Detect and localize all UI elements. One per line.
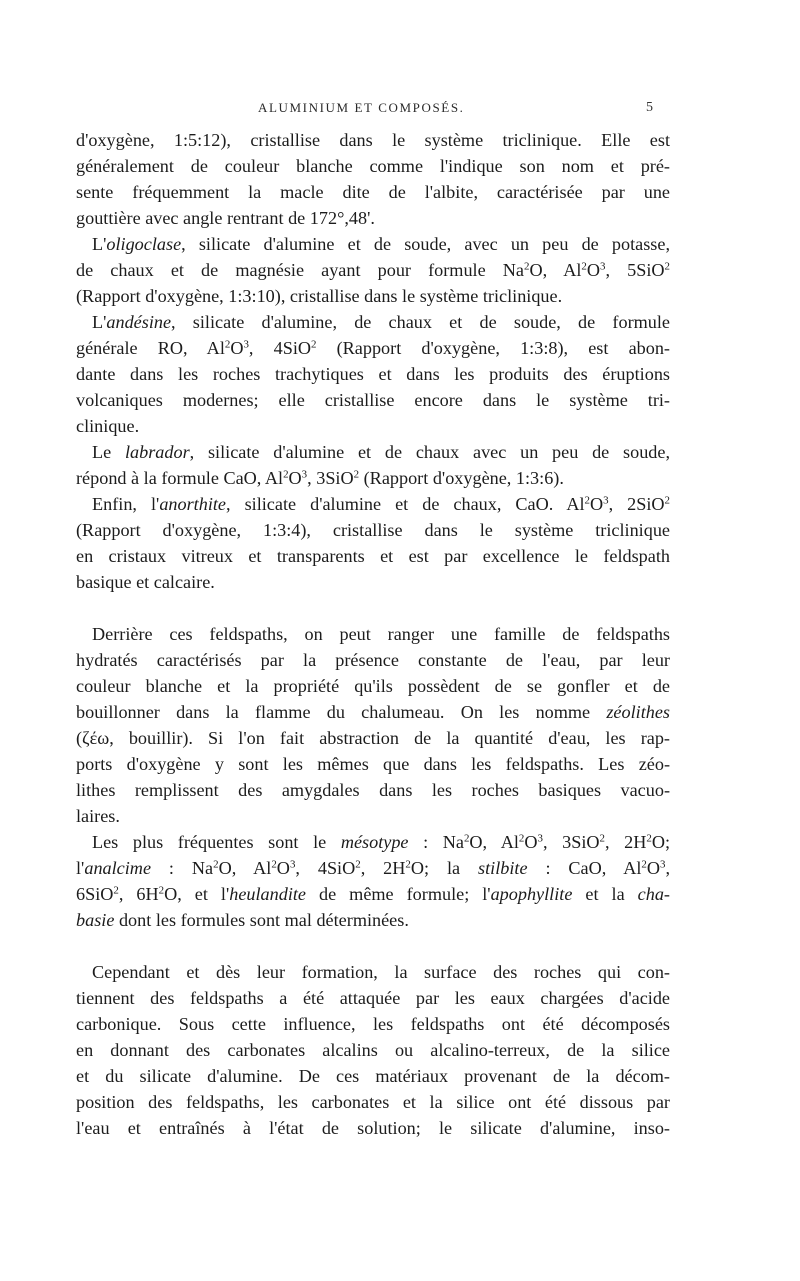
superscript: 2: [599, 832, 605, 845]
text-run: généralement de couleur blanche comme l'indique son nom et pré-: [76, 156, 670, 176]
text-line: [76, 154, 670, 178]
superscript: 3: [537, 832, 543, 845]
text-run: O: [230, 338, 244, 358]
text-run: : Na: [408, 832, 464, 852]
text-run: couleur blanche et la propriété qu'ils possèdent de se gonfler et de: [76, 676, 670, 696]
superscript: 2: [523, 260, 530, 273]
text-run: : Na: [151, 858, 214, 878]
italic-term: zéolithes: [606, 702, 670, 722]
text-line: [76, 804, 670, 828]
text-run: (Rapport d'oxygène, 1:3:6).: [359, 468, 564, 488]
superscript: 2: [355, 858, 361, 871]
superscript: 2: [224, 338, 231, 351]
text-run: générale RO, Al: [76, 338, 225, 358]
italic-term: basie: [76, 910, 115, 930]
text-run: Cependant et dès leur formation, la surface des roches qui con-: [92, 962, 670, 982]
superscript: 3: [603, 494, 609, 507]
text-run: , silicate d'alumine et de chaux avec un peu de soude,: [189, 442, 671, 462]
superscript: 2: [353, 468, 360, 481]
text-run: (Rapport d'oxygène, 1:3:8), est abon-: [316, 338, 670, 358]
text-run: , 2H: [604, 832, 647, 852]
text-line: [76, 284, 670, 308]
superscript: 2: [641, 858, 647, 871]
superscript: 2: [158, 884, 165, 897]
text-line: [92, 232, 670, 256]
text-line: [76, 700, 670, 724]
text-line: [76, 674, 670, 698]
text-run: Enfin, l': [92, 494, 160, 514]
text-line: [76, 466, 670, 490]
superscript: 2: [646, 832, 652, 845]
text-run: sente fréquemment la macle dite de l'albite, caractérisée par une: [76, 182, 670, 202]
text-line: [76, 752, 670, 776]
text-line: [76, 882, 670, 906]
text-run: carbonique. Sous cette influence, les feldspaths ont été décomposés: [76, 1014, 670, 1034]
text-line: [76, 1064, 670, 1088]
text-run: O: [589, 494, 604, 514]
text-run: (Rapport d'oxygène, 1:3:10), cristallise dans le système triclinique.: [76, 286, 563, 306]
text-run: , 4SiO: [248, 338, 312, 358]
text-line: [76, 856, 670, 880]
italic-term: anorthite: [159, 494, 226, 514]
text-run: , silicate d'alumine, de chaux et de soude, de formule: [171, 312, 670, 332]
superscript: 2: [213, 858, 219, 871]
text-run: , 5SiO: [605, 260, 665, 280]
text-run: ,: [665, 858, 670, 878]
text-run: clinique.: [76, 416, 140, 436]
text-run: et du silicate d'alumine. De ces matériaux provenant de la décom-: [76, 1066, 670, 1086]
superscript: 2: [283, 468, 289, 481]
italic-term: apophyllite: [490, 884, 573, 904]
text-line: [92, 440, 670, 464]
italic-term: heulandite: [229, 884, 307, 904]
text-run: (ζέω, bouillir). Si l'on fait abstraction de la quantité d'eau, les rap-: [76, 728, 670, 748]
text-line: [76, 986, 670, 1010]
text-run: O: [646, 858, 660, 878]
page-number: 5: [646, 100, 653, 115]
text-run: L': [92, 312, 107, 332]
text-run: O, Al: [218, 858, 272, 878]
text-run: l'eau et entraînés à l'état de solution; le silicate d'alumine, inso-: [76, 1118, 670, 1138]
text-line: [76, 414, 670, 438]
superscript: 3: [301, 468, 308, 481]
text-line: [76, 518, 670, 542]
text-line: [76, 570, 670, 594]
text-run: et la: [572, 884, 638, 904]
text-run: basique et calcaire.: [76, 572, 215, 592]
text-run: (Rapport d'oxygène, 1:3:4), cristallise dans le système triclinique: [76, 520, 670, 540]
text-run: O: [586, 260, 601, 280]
text-line: [76, 362, 670, 386]
superscript: 2: [271, 858, 277, 871]
running-head: ALUMINIUM ET COMPOSÉS.: [258, 100, 465, 115]
text-line: [76, 180, 670, 204]
italic-term: mésotype: [340, 832, 409, 852]
text-line: [92, 960, 670, 984]
text-line: [76, 388, 670, 412]
italic-term: labrador: [124, 442, 190, 462]
text-run: ports d'oxygène y sont les mêmes que dans les feldspaths. Les zéo-: [76, 754, 670, 774]
text-run: volcaniques modernes; elle cristallise encore dans le système tri-: [76, 390, 670, 410]
text-run: O: [288, 468, 302, 488]
superscript: 3: [243, 338, 249, 351]
text-line: [76, 1116, 670, 1140]
text-line: [92, 492, 670, 516]
superscript: 2: [311, 338, 317, 351]
superscript: 3: [289, 858, 296, 871]
italic-term: andésine: [106, 312, 172, 332]
text-run: , 2SiO: [608, 494, 665, 514]
text-run: O: [524, 832, 538, 852]
text-run: O, et l': [164, 884, 230, 904]
text-line: [76, 336, 670, 360]
text-line: [76, 258, 670, 282]
text-run: , 4SiO: [295, 858, 356, 878]
text-line: [92, 830, 670, 854]
superscript: 2: [584, 494, 590, 507]
text-run: O, Al: [529, 260, 582, 280]
text-run: d'oxygène, 1:5:12), cristallise dans le système triclinique. Elle est: [76, 130, 670, 150]
text-run: de chaux et de magnésie ayant pour formule Na: [76, 260, 524, 280]
text-line: [76, 648, 670, 672]
text-run: l': [76, 858, 85, 878]
text-run: hydratés caractérisés par la présence constante de l'eau, par leur: [76, 650, 670, 670]
superscript: 2: [463, 832, 470, 845]
italic-term: analcime: [84, 858, 152, 878]
text-run: 6SiO: [76, 884, 114, 904]
text-run: en donnant des carbonates alcalins ou alcalino-terreux, de la silice: [76, 1040, 670, 1060]
text-run: répond à la formule CaO, Al: [76, 468, 284, 488]
text-run: : CaO, Al: [527, 858, 642, 878]
text-run: O, Al: [469, 832, 519, 852]
text-line: [76, 206, 670, 230]
text-run: gouttière avec angle rentrant de 172°,48'.: [76, 208, 375, 228]
italic-term: stilbite: [478, 858, 528, 878]
italic-term: oligoclase: [106, 234, 182, 254]
text-run: lithes remplissent des amygdales dans les roches basiques vacuo-: [76, 780, 670, 800]
text-line: [76, 778, 670, 802]
text-line: [76, 1012, 670, 1036]
text-line: [92, 310, 670, 334]
text-run: , silicate d'alumine et de chaux, CaO. Al: [226, 494, 585, 514]
superscript: 2: [518, 832, 525, 845]
text-run: , 2H: [360, 858, 406, 878]
text-run: dont les formules sont mal déterminées.: [114, 910, 409, 930]
text-line: [76, 1090, 670, 1114]
italic-term: cha-: [637, 884, 670, 904]
text-run: bouillonner dans la flamme du chalumeau. On les nomme: [76, 702, 607, 722]
text-run: , 3SiO: [542, 832, 600, 852]
text-run: , silicate d'alumine et de soude, avec un peu de potasse,: [181, 234, 670, 254]
text-run: position des feldspaths, les carbonates et la silice ont été dissous par: [76, 1092, 670, 1112]
text-line: [92, 622, 670, 646]
text-run: O;: [651, 832, 670, 852]
text-run: O: [276, 858, 290, 878]
superscript: 2: [581, 260, 587, 273]
text-run: , 6H: [118, 884, 159, 904]
superscript: 2: [405, 858, 411, 871]
text-run: dante dans les roches trachytiques et dans les produits des éruptions: [76, 364, 670, 384]
text-run: Derrière ces feldspaths, on peut ranger une famille de feldspaths: [92, 624, 670, 644]
text-line: [76, 544, 670, 568]
text-line: [76, 726, 670, 750]
text-line: [76, 1038, 670, 1062]
text-line: [76, 908, 670, 932]
text-run: tiennent des feldspaths a été attaquée par les eaux chargées d'acide: [76, 988, 670, 1008]
superscript: 2: [113, 884, 119, 897]
text-run: L': [92, 234, 107, 254]
superscript: 3: [660, 858, 666, 871]
text-line: [76, 128, 670, 152]
text-run: O; la: [410, 858, 479, 878]
text-run: , 3SiO: [307, 468, 354, 488]
text-run: en cristaux vitreux et transparents et est par excellence le feldspath: [76, 546, 670, 566]
superscript: 2: [664, 494, 670, 507]
text-run: Les plus fréquentes sont le: [92, 832, 341, 852]
superscript: 2: [664, 260, 670, 273]
text-run: Le: [92, 442, 125, 462]
text-run: de même formule; l': [306, 884, 491, 904]
text-run: laires.: [76, 806, 120, 826]
superscript: 3: [600, 260, 606, 273]
